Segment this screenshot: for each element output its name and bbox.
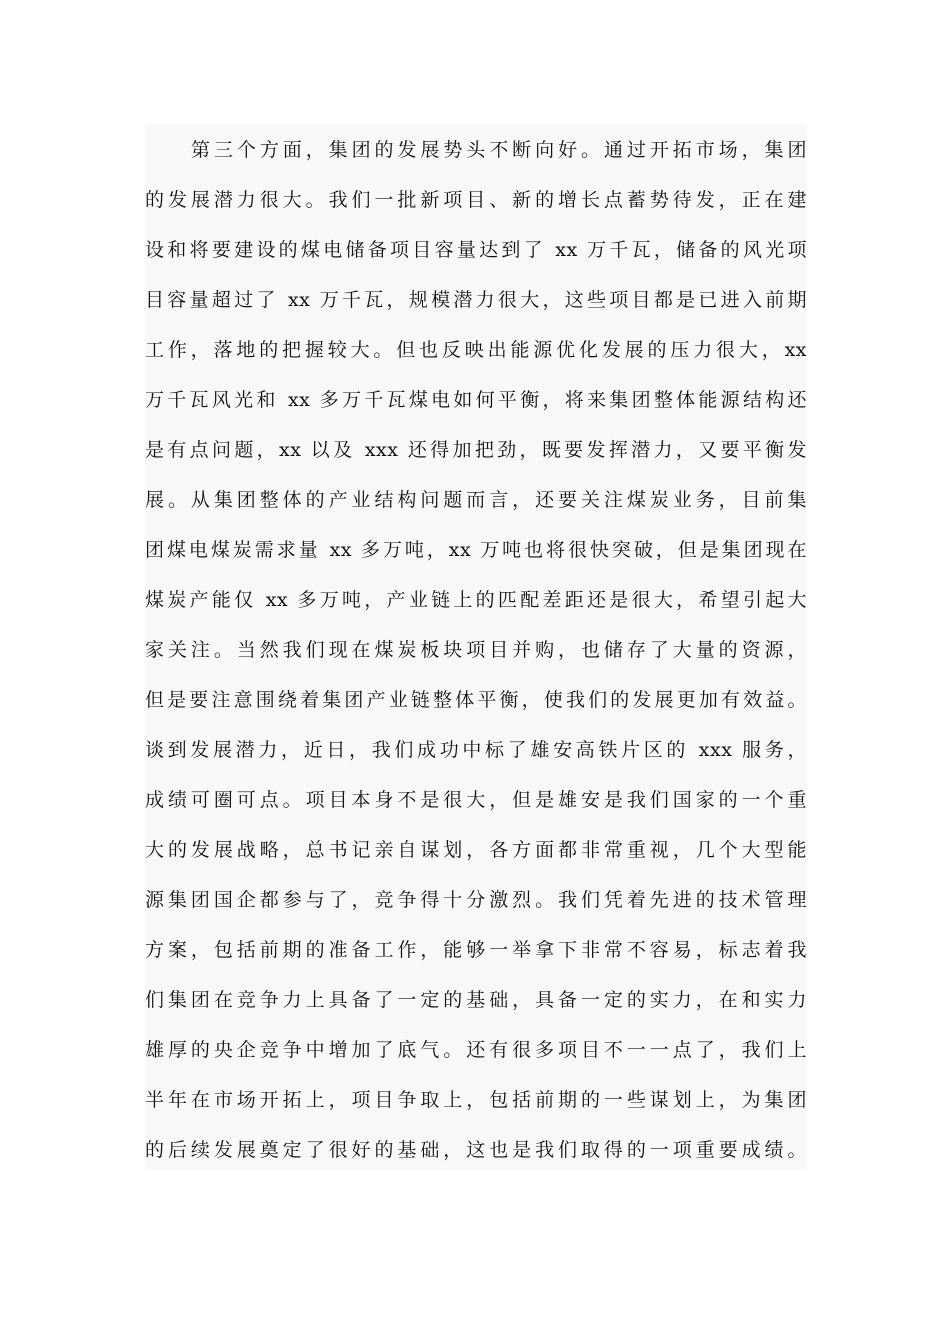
text-line: 大的发展战略，总书记亲自谋划，各方面都非常重视，几个大型能 <box>145 839 807 861</box>
text-line: 方案，包括前期的准备工作，能够一举拿下非常不容易，标志着我 <box>145 939 807 961</box>
text-line: 成绩可圈可点。项目本身不是很大，但是雄安是我们国家的一个重 <box>145 789 807 811</box>
text-line: 谈到发展潜力，近日，我们成功中标了雄安高铁片区的 xxx 服务， <box>145 739 807 761</box>
text-line: 半年在市场开拓上，项目争取上，包括前期的一些谋划上，为集团 <box>145 1089 807 1111</box>
text-line: 工作，落地的把握较大。但也反映出能源优化发展的压力很大，xx <box>145 339 807 361</box>
text-line: 们集团在竞争力上具备了一定的基础，具备一定的实力，在和实力 <box>145 989 807 1011</box>
text-line: 万千瓦风光和 xx 多万千瓦煤电如何平衡，将来集团整体能源结构还 <box>145 389 807 411</box>
text-line: 第三个方面，集团的发展势头不断向好。通过开拓市场，集团 <box>191 139 807 161</box>
text-line: 展。从集团整体的产业结构问题而言，还要关注煤炭业务，目前集 <box>145 489 807 511</box>
text-line: 设和将要建设的煤电储备项目容量达到了 xx 万千瓦，储备的风光项 <box>145 239 807 261</box>
text-line: 目容量超过了 xx 万千瓦，规模潜力很大，这些项目都是已进入前期 <box>145 289 807 311</box>
text-line: 家关注。当然我们现在煤炭板块项目并购，也储存了大量的资源， <box>145 639 807 661</box>
document-body <box>145 124 807 1170</box>
text-line: 的发展潜力很大。我们一批新项目、新的增长点蓄势待发，正在建 <box>145 189 807 211</box>
text-line: 源集团国企都参与了，竞争得十分激烈。我们凭着先进的技术管理 <box>145 889 807 911</box>
text-line: 团煤电煤炭需求量 xx 多万吨，xx 万吨也将很快突破，但是集团现在 <box>145 539 807 561</box>
text-line: 雄厚的央企竞争中增加了底气。还有很多项目不一一点了，我们上 <box>145 1039 807 1061</box>
text-line: 但是要注意围绕着集团产业链整体平衡，使我们的发展更加有效益。 <box>145 689 807 711</box>
text-line: 煤炭产能仅 xx 多万吨，产业链上的匹配差距还是很大，希望引起大 <box>145 589 807 611</box>
text-line: 的后续发展奠定了很好的基础，这也是我们取得的一项重要成绩。 <box>145 1139 807 1161</box>
text-line: 是有点问题，xx 以及 xxx 还得加把劲，既要发挥潜力，又要平衡发 <box>145 439 807 461</box>
